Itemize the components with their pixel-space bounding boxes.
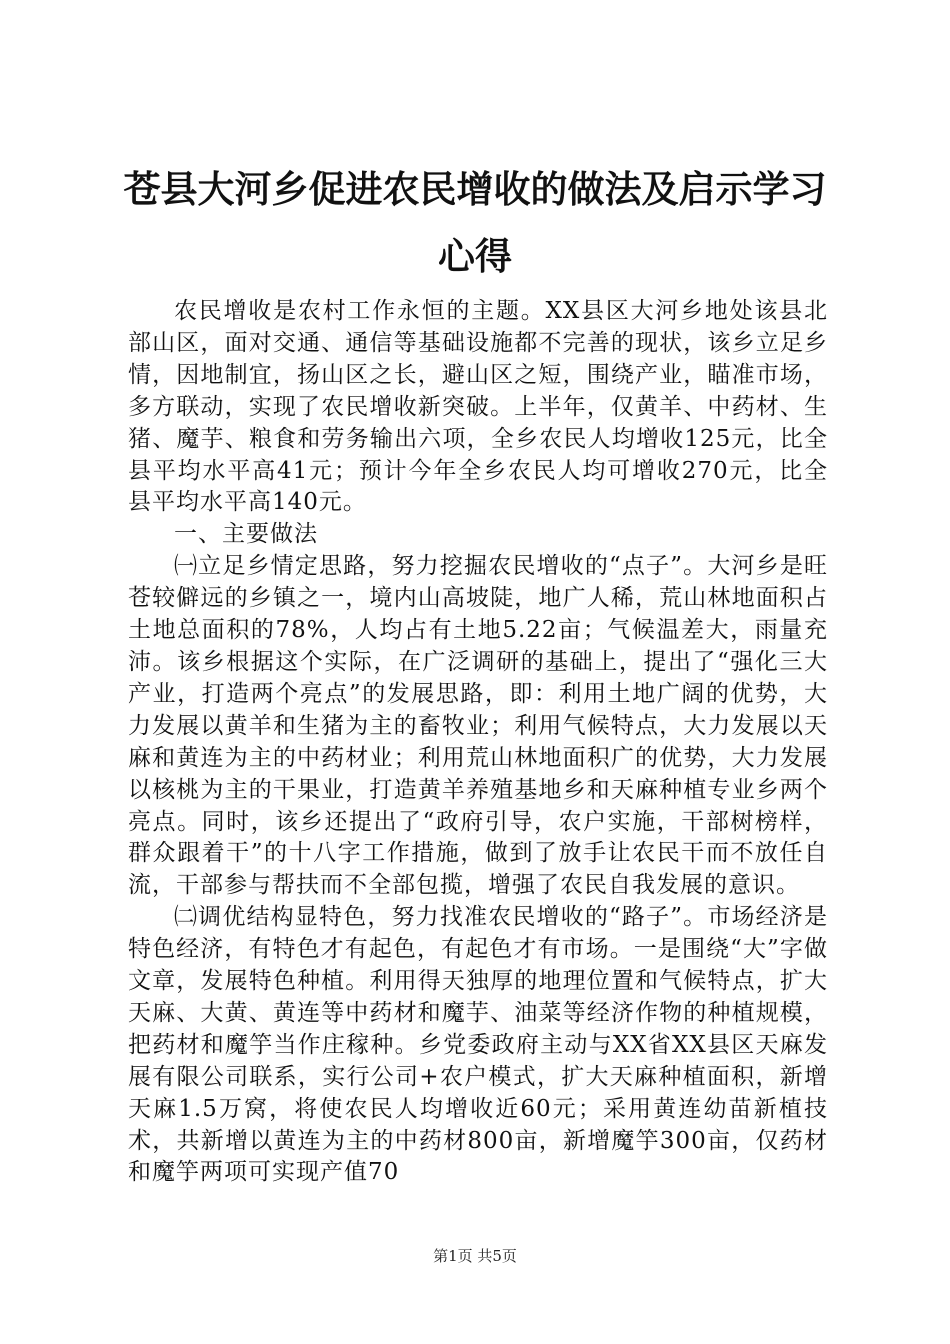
- document-title: 苍县大河乡促进农民增收的做法及启示学习心得: [123, 168, 827, 278]
- body-paragraph: ㈡调优结构显特色，努力找准农民增收的“路子”。市场经济是特色经济，有特色才有起色，有起色才有市场。一是围绕“大”字做文章，发展特色种植。利用得天独厚的地理位置和气候特点，扩大天麻、大黄、黄连等中药材和魔芋、油菜等经济作物的种植规模，把药材和魔竽当作庄稼种。乡党委政府主动与XX省XX县区天麻发展有限公司联系，实行公司+农户模式，扩大天麻种植面积，新增天麻1.5万窝，将使农民人均增收近60元；采用黄连幼苗新植技术，共新增以黄连为主的中药材800亩，新增魔竽300亩，仅药材和魔竽两项可实现产值70: [128, 904, 828, 1186]
- page-number-footer: 第1页 共5页: [433, 1247, 517, 1265]
- intro-paragraph: 农民增收是农村工作永恒的主题。XX县区大河乡地处该县北部山区，面对交通、通信等基础设施都不完善的现状，该乡立足乡情，因地制宜，扬山区之长，避山区之短，围绕产业，瞄准市场，多方联动，实现了农民增收新突破。上半年，仅黄羊、中药材、生猪、魔芋、粮食和劳务输出六项，全乡农民人均增收125元，比全县平均水平高41元；预计今年全乡农民人均可增收270元，比全县平均水平高140元。: [128, 298, 828, 516]
- document-body: [128, 296, 828, 1189]
- section-heading: 一、主要做法: [174, 521, 318, 548]
- body-paragraph: ㈠立足乡情定思路，努力挖掘农民增收的“点子”。大河乡是旺苍较僻远的乡镇之一，境内山高坡陡，地广人稀，荒山林地面积占土地总面积的78%，人均占有土地5.22亩；气候温差大，雨量充沛。该乡根据这个实际，在广泛调研的基础上，提出了“强化三大产业，打造两个亮点”的发展思路，即：利用土地广阔的优势，大力发展以黄羊和生猪为主的畜牧业；利用气候特点，大力发展以天麻和黄连为主的中药材业；利用荒山林地面积广的优势，大力发展以核桃为主的干果业，打造黄羊养殖基地乡和天麻种植专业乡两个亮点。同时，该乡还提出了“政府引导，农户实施，干部树榜样，群众跟着干”的十八字工作措施，做到了放手让农民干而不放任自流，干部参与帮扶而不全部包揽，增强了农民自我发展的意识。: [128, 553, 828, 899]
